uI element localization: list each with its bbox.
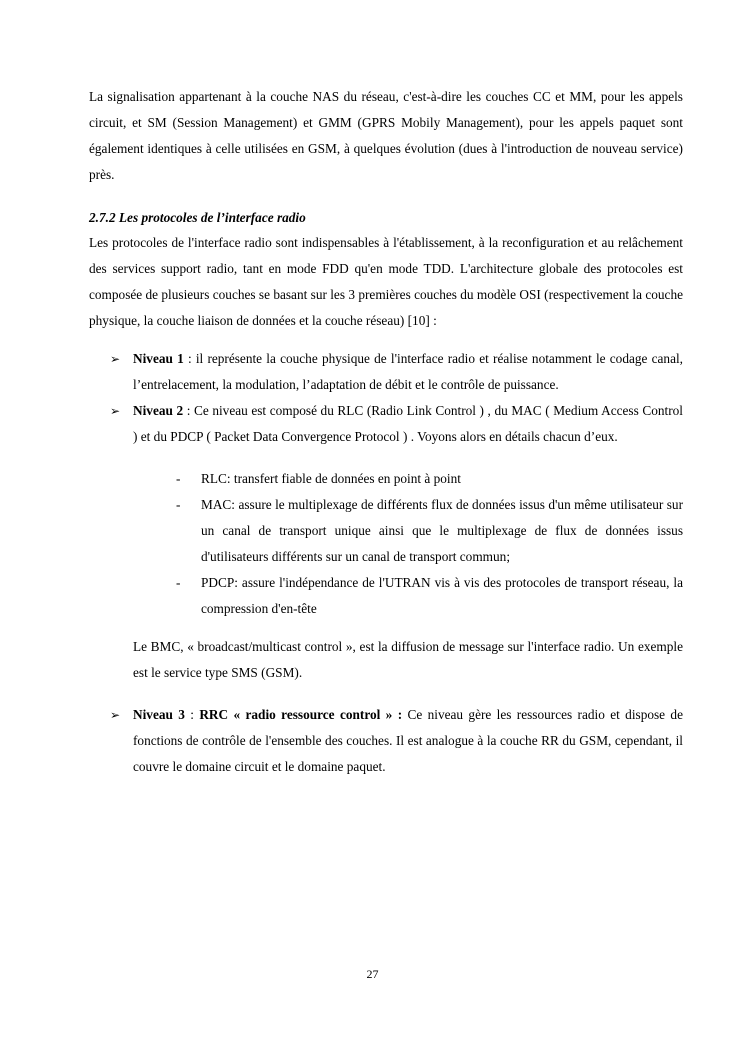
document-page: [89, 84, 683, 780]
niveau-3-label: Niveau 3: [133, 707, 185, 722]
list-item-mac: [176, 492, 683, 570]
niveau-1-label: Niveau 1: [133, 351, 184, 366]
niveau-3-text: [133, 702, 683, 780]
bullet-niveau-3: [89, 702, 683, 780]
paragraph-nas-signalling: La signalisation appartenant à la couche NAS du réseau, c'est-à-dire les couches CC et MM, pour les appels circuit, et SM (Session Management) et GMM (GPRS Mobily Management), pour les appels paquet sont également identiques à celle utilisées en GSM, à quelques évolution (dues à l'introduction de nouveau service) près.: [89, 89, 683, 182]
section-heading: 2.7.2 Les protocoles de l’interface radio: [89, 210, 306, 225]
dash-marker: -: [176, 575, 181, 590]
dash-marker: -: [176, 471, 181, 486]
paragraph-radio-protocols-intro: Les protocoles de l'interface radio sont indispensables à l'établissement, à la reconfiguration et au relâchement des services support radio, tant en mode FDD qu'en mode TDD. L'architecture globale des protocoles est composée de plusieurs couches se basant sur les 3 premières couches du modèle OSI (respectivement la couche physique, la couche liaison de données et la couche réseau) [10] :: [89, 235, 683, 328]
niveau-3-description: Ce niveau gère les ressources radio et dispose de fonctions de contrôle de l'ensemble des couches. Il est analogue à la couche RR du GSM, cependant, il couvre le domaine circuit et le domaine paquet.: [133, 707, 683, 774]
list-item-pdcp: [176, 570, 683, 622]
paragraph-bmc: Le BMC, « broadcast/multicast control », est la diffusion de message sur l'interface radio. Un exemple est le service type SMS (GSM).: [133, 639, 683, 680]
niveau-2-label: Niveau 2: [133, 403, 184, 418]
arrow-bullet-icon: ➢: [110, 352, 121, 366]
niveau-3-separator: :: [184, 707, 200, 722]
niveau-2-description: : Ce niveau est composé du RLC (Radio Link Control ) , du MAC ( Medium Access Control ) et du PDCP ( Packet Data Convergence Protocol ) . Voyons alors en détails chacun d’eux.: [133, 403, 683, 444]
niveau-2-text: [133, 398, 683, 450]
list-item-text: MAC: assure le multiplexage de différents flux de données issus d'un même utilisateur sur un canal de transport unique ainsi que le multiplexage de flux de données issus d'utilisateurs différents sur un canal de transport commun;: [201, 497, 683, 564]
niveau-1-text: [133, 346, 683, 398]
list-item-rlc: [176, 466, 683, 492]
niveau-3-rrc-label: RRC « radio ressource control » :: [199, 707, 403, 722]
bullet-niveau-1: [89, 346, 683, 398]
arrow-bullet-icon: ➢: [110, 708, 121, 722]
page-number: 27: [366, 967, 379, 981]
arrow-bullet-icon: ➢: [110, 404, 121, 418]
list-item-text: PDCP: assure l'indépendance de l'UTRAN vis à vis des protocoles de transport réseau, la compression d'en-tête: [201, 575, 683, 616]
bullet-niveau-2: [89, 398, 683, 450]
dash-marker: -: [176, 497, 181, 512]
niveau-2-sublist: [89, 466, 683, 622]
list-item-text: RLC: transfert fiable de données en point à point: [201, 471, 461, 486]
niveau-1-description: : il représente la couche physique de l'interface radio et réalise notamment le codage canal, l’entrelacement, la modulation, l’adaptation de débit et le contrôle de puissance.: [133, 351, 683, 392]
